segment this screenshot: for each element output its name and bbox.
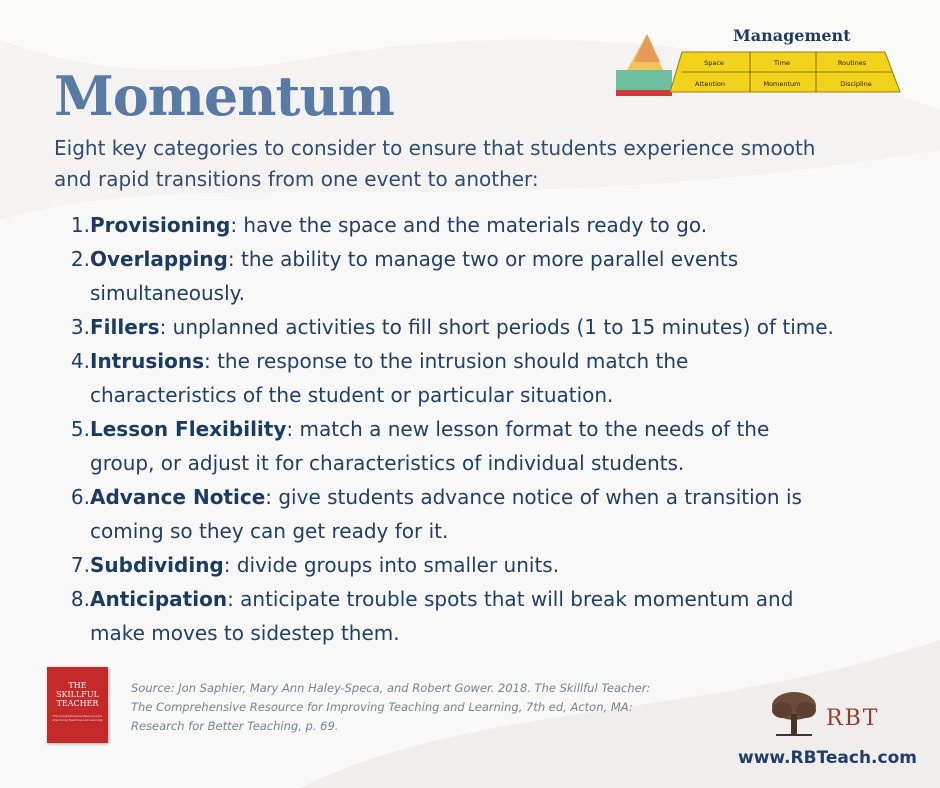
list-desc: : match a new lesson format to the needs of the group, or adjust it for characteristics of individual students. [90,417,770,475]
book-title: THE SKILLFUL TEACHER [56,681,99,708]
source-citation: Source: Jon Saphier, Mary Ann Haley-Speca, and Robert Gower. 2018. The Skillful Teacher: The Comprehensive Resource for Improving Teaching and Learning, 7th ed, Acton, MA: Research for Better Teaching, p. 69. [131,681,651,733]
pyramid-cell-time: Time [774,59,790,67]
list-number: 7. [70,553,90,577]
list-number: 8. [70,587,90,611]
list-desc: : have the space and the materials ready to go. [230,213,708,237]
list-term: Advance Notice [90,485,266,509]
list-desc: : give students advance notice of when a transition is coming so they can get ready for it. [90,485,802,543]
list-number: 3. [70,315,90,339]
list-item [54,310,834,344]
pyramid-label: Management [733,26,851,45]
list-item [54,548,834,582]
book-subtitle: The Comprehensive Resource for Improving Teaching and Learning [52,714,103,722]
list-number: 1. [70,213,90,237]
list-term: Lesson Flexibility [90,417,287,441]
list-desc: : anticipate trouble spots that will break momentum and make moves to sidestep them. [90,587,794,645]
list-term: Overlapping [90,247,228,271]
list-term: Provisioning [90,213,231,237]
website-url: www.RBTeach.com [738,748,917,768]
list-number: 6. [70,485,90,509]
list-desc: : unplanned activities to fill short periods (1 to 15 minutes) of time. [159,315,834,339]
list-item [54,242,834,310]
list-number: 4. [70,349,90,373]
book-cover-image [47,667,108,743]
rbt-logo-text: RBT [826,706,880,731]
pyramid-cell-attention: Attention [695,80,725,88]
list-number: 5. [70,417,90,441]
list-item [54,344,834,412]
list-term: Anticipation [90,587,228,611]
list-desc: : the ability to manage two or more parallel events simultaneously. [90,247,739,305]
tree-icon [768,690,820,738]
list-item [54,582,834,650]
list-term: Intrusions [90,349,204,373]
list-item [54,412,834,480]
pyramid-cell-routines: Routines [837,59,867,67]
page-title: Momentum [54,64,394,128]
pyramid-cell-space: Space [704,59,724,67]
momentum-list [54,208,834,650]
list-term: Subdividing [90,553,224,577]
list-term: Fillers [90,315,160,339]
intro-paragraph: Eight key categories to consider to ensure that students experience smooth and rapid transitions from one event to another: [54,136,816,191]
list-item [54,208,834,242]
list-item [54,480,834,548]
pyramid-cell-momentum: Momentum [763,80,801,88]
list-number: 2. [70,247,90,271]
list-desc: : the response to the intrusion should match the characteristics of the student or particular situation. [90,349,689,407]
pyramid-cell-discipline: Discipline [840,80,872,88]
list-desc: : divide groups into smaller units. [223,553,560,577]
